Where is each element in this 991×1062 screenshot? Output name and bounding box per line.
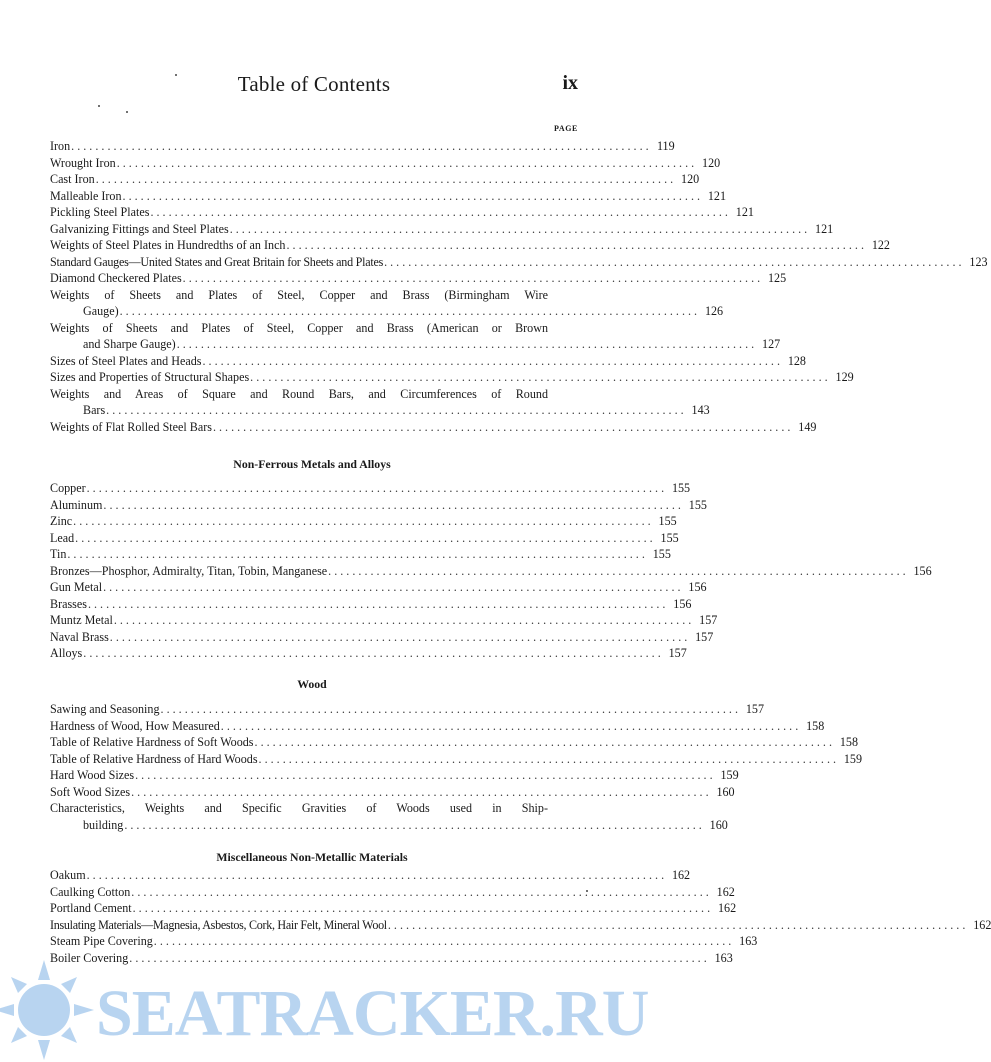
toc-entry: [50, 138, 675, 155]
toc-page-number: 121: [707, 188, 727, 203]
dot-leader: [161, 701, 738, 718]
toc-page-number: 129: [835, 370, 854, 384]
toc-entry: [50, 369, 854, 386]
dot-leader: [177, 336, 754, 353]
dot-leader: [221, 718, 798, 735]
toc-entry-label: Weights of Flat Rolled Steel Bars: [50, 419, 212, 434]
toc-page-number: 160: [716, 784, 735, 799]
toc-entry: [50, 353, 806, 370]
toc-entry: [50, 530, 679, 547]
dot-leader: [250, 369, 827, 386]
toc-page-number: 121: [815, 221, 834, 236]
toc-entry: [50, 917, 991, 934]
dot-leader: [87, 480, 664, 497]
toc-page-number: 162: [973, 917, 991, 932]
toc-entry-continuation: Bars: [83, 403, 106, 417]
toc-entry: [50, 900, 737, 917]
toc-entry: [50, 800, 728, 833]
toc-entry: [50, 188, 727, 205]
toc-entry-label: Aluminum: [50, 497, 103, 512]
toc-entry-label: Naval Brass: [50, 629, 109, 644]
toc-entry-label: Standard Gauges—United States and Great Britain for Sheets and Plates: [50, 254, 384, 269]
dot-leader: [131, 884, 708, 901]
toc-entry-label: Alloys: [50, 646, 83, 660]
toc-page-number: 163: [714, 950, 733, 965]
dot-leader: [67, 546, 644, 563]
toc-page-number: 158: [806, 718, 825, 733]
page-title: Table of Contents: [237, 72, 391, 96]
toc-page-number: 155: [652, 547, 671, 561]
toc-entry-line: Characteristics, Weights and Specific Gravities of Woods used in Ship-: [50, 801, 548, 815]
toc-entry-label: Bronzes—Phosphor, Admiralty, Titan, Tobin, Manganese: [50, 563, 328, 578]
toc-entry: [50, 513, 677, 530]
section-heading-non-ferrous: Non-Ferrous Metals and Alloys: [233, 457, 391, 471]
toc-entry: [50, 171, 700, 188]
toc-entry: [50, 204, 754, 221]
toc-entry-label: Lead: [50, 530, 75, 545]
toc-entry: [50, 612, 718, 629]
dot-leader: [133, 900, 710, 917]
toc-entry-label: Weights of Steel Plates in Hundredths of an Inch: [50, 238, 286, 252]
toc-entry: [50, 287, 724, 320]
toc-page-number: 155: [688, 497, 707, 512]
toc-page-number: 156: [913, 563, 932, 578]
dot-leader: [83, 645, 660, 662]
toc-page-number: 120: [681, 172, 700, 186]
toc-entry: [50, 155, 721, 172]
dot-leader: [123, 188, 700, 205]
toc-entry-label: Table of Relative Hardness of Soft Woods: [50, 735, 254, 749]
toc-page-number: 156: [688, 580, 707, 594]
toc-entry: [50, 718, 825, 735]
toc-page-number: 157: [745, 702, 764, 716]
dot-leader: [202, 353, 779, 370]
toc-entry: [50, 629, 714, 646]
print-speck: [586, 890, 588, 892]
toc-page-number: 162: [716, 884, 735, 899]
dot-leader: [124, 817, 701, 834]
toc-page-number: 122: [871, 238, 890, 252]
toc-section-non-metallic: [50, 867, 991, 966]
section-heading-wood: Wood: [297, 677, 327, 691]
toc-entry-label: Galvanizing Fittings and Steel Plates: [50, 221, 229, 236]
dot-leader: [150, 204, 727, 221]
toc-page-number: 157: [695, 629, 714, 644]
toc-page-number: 149: [798, 419, 817, 434]
dot-leader: [230, 221, 807, 238]
toc-entry-label: Steam Pipe Covering: [50, 934, 153, 948]
print-speck: [98, 105, 100, 107]
toc-page-number: 159: [843, 751, 863, 766]
watermark-text: SEATRACKER.RU: [96, 977, 649, 1050]
toc-page-number: 120: [702, 155, 721, 170]
toc-entry-label: Copper: [50, 481, 86, 495]
toc-section-metals: [50, 138, 988, 435]
toc-entry-label: Pickling Steel Plates: [50, 205, 150, 219]
toc-entry-label: Boiler Covering: [50, 950, 129, 965]
toc-entry: [50, 221, 834, 238]
dot-leader: [388, 917, 965, 934]
toc-page-number: 119: [656, 139, 675, 153]
toc-page-number: 155: [671, 481, 691, 495]
toc-entry-label: Table of Relative Hardness of Hard Woods: [50, 751, 258, 766]
toc-page-number: 125: [768, 271, 787, 285]
toc-entry-label: Zinc: [50, 514, 73, 528]
toc-entry: [50, 480, 691, 497]
toc-entry: [50, 563, 932, 580]
toc-entry: [50, 645, 687, 662]
dot-leader: [88, 596, 665, 613]
toc-entry-label: Iron: [50, 139, 71, 153]
toc-entry-label: Diamond Checkered Plates: [50, 271, 182, 285]
toc-page-number: 162: [671, 868, 691, 882]
page-number: ix: [562, 72, 578, 94]
toc-entry: [50, 867, 691, 884]
toc-entry-label: Hardness of Wood, How Measured: [50, 718, 220, 733]
dot-leader: [103, 497, 680, 514]
toc-entry: [50, 579, 707, 596]
toc-entry: [50, 237, 890, 254]
toc-page-number: 158: [839, 735, 858, 749]
toc-entry-label: Sizes of Steel Plates and Heads: [50, 353, 202, 368]
toc-entry-label: Cast Iron: [50, 172, 95, 186]
toc-entry-label: Sawing and Seasoning: [50, 702, 160, 716]
dot-leader: [135, 767, 712, 784]
toc-entry-line: Weights and Areas of Square and Round Bars, and Circumferences of Round: [50, 386, 548, 401]
dot-leader: [96, 171, 673, 188]
toc-page-number: 160: [709, 817, 728, 832]
toc-entry-label: Oakum: [50, 868, 86, 882]
section-heading-non-metallic: Miscellaneous Non-Metallic Materials: [216, 850, 408, 864]
toc-entry: [50, 270, 787, 287]
dot-leader: [75, 530, 652, 547]
dot-leader: [87, 867, 664, 884]
dot-leader: [213, 419, 790, 436]
toc-entry-label: Hard Wood Sizes: [50, 768, 135, 782]
dot-leader: [114, 612, 691, 629]
toc-entry-label: Soft Wood Sizes: [50, 784, 131, 799]
toc-entry-label: Muntz Metal: [50, 613, 113, 627]
toc-entry-label: Insulating Materials—Magnesia, Asbestos, Cork, Hair Felt, Mineral Wool: [50, 917, 387, 932]
dot-leader: [106, 402, 683, 419]
toc-entry: [50, 767, 739, 784]
toc-entry: [50, 784, 735, 801]
toc-entry-continuation: building: [83, 817, 124, 832]
toc-entry: [50, 254, 988, 271]
dot-leader: [103, 579, 680, 596]
dot-leader: [71, 138, 648, 155]
toc-page-number: 159: [720, 768, 739, 782]
toc-entry: [50, 701, 764, 718]
toc-entry-label: Gun Metal: [50, 580, 103, 594]
toc-page-number: 127: [762, 337, 781, 351]
dot-leader: [183, 270, 760, 287]
toc-entry-label: Caulking Cotton: [50, 884, 131, 899]
dot-leader: [286, 237, 863, 254]
toc-entry: [50, 497, 707, 514]
toc-entry: [50, 419, 817, 436]
toc-entry-line: Weights of Sheets and Plates of Steel, Copper and Brass (American or Brown: [50, 320, 548, 335]
toc-page-number: 128: [787, 353, 806, 368]
toc-page-number: 156: [673, 596, 692, 611]
toc-page-number: 157: [668, 646, 687, 660]
dot-leader: [120, 303, 697, 320]
toc-page-number: 155: [660, 530, 679, 545]
toc-entry: [50, 320, 781, 353]
toc-entry-label: Tin: [50, 547, 67, 561]
dot-leader: [73, 513, 650, 530]
toc-page-number: 162: [717, 901, 737, 915]
dot-leader: [117, 155, 694, 172]
toc-entry: [50, 596, 692, 613]
toc-entry: [50, 884, 735, 901]
toc-entry-line: Weights of Sheets and Plates of Steel, Copper and Brass (Birmingham Wire: [50, 287, 548, 302]
toc-section-non-ferrous: [50, 480, 932, 662]
toc-page-number: 155: [658, 514, 677, 528]
toc-entry-label: Portland Cement: [50, 901, 132, 915]
toc-entry-label: Brasses: [50, 596, 87, 611]
toc-page-number: 163: [739, 934, 758, 948]
toc-page-number: 143: [691, 403, 710, 417]
toc-page-number: 157: [699, 613, 718, 627]
dot-leader: [328, 563, 905, 580]
running-head: [50, 72, 578, 102]
print-speck: [126, 111, 128, 113]
toc-section-wood: [50, 701, 863, 833]
toc-entry-continuation: and Sharpe Gauge): [83, 337, 176, 351]
toc-page-number: 121: [735, 205, 754, 219]
toc-page-number: 123: [969, 254, 988, 269]
page-column-label: PAGE: [553, 124, 578, 133]
toc-entry: [50, 386, 710, 419]
toc-entry: [50, 734, 858, 751]
dot-leader: [131, 784, 708, 801]
toc-entry-continuation: Gauge): [83, 304, 119, 318]
toc-entry: [50, 751, 863, 768]
dot-leader: [255, 734, 832, 751]
dot-leader: [384, 254, 961, 271]
toc-entry-label: Sizes and Properties of Structural Shapes: [50, 370, 250, 384]
toc-entry-label: Malleable Iron: [50, 188, 122, 203]
dot-leader: [259, 751, 836, 768]
toc-page-number: 126: [704, 304, 724, 318]
toc-entry: [50, 546, 671, 563]
toc-entry: [50, 933, 758, 950]
dot-leader: [154, 933, 731, 950]
dot-leader: [110, 629, 687, 646]
toc-entry-label: Wrought Iron: [50, 155, 116, 170]
